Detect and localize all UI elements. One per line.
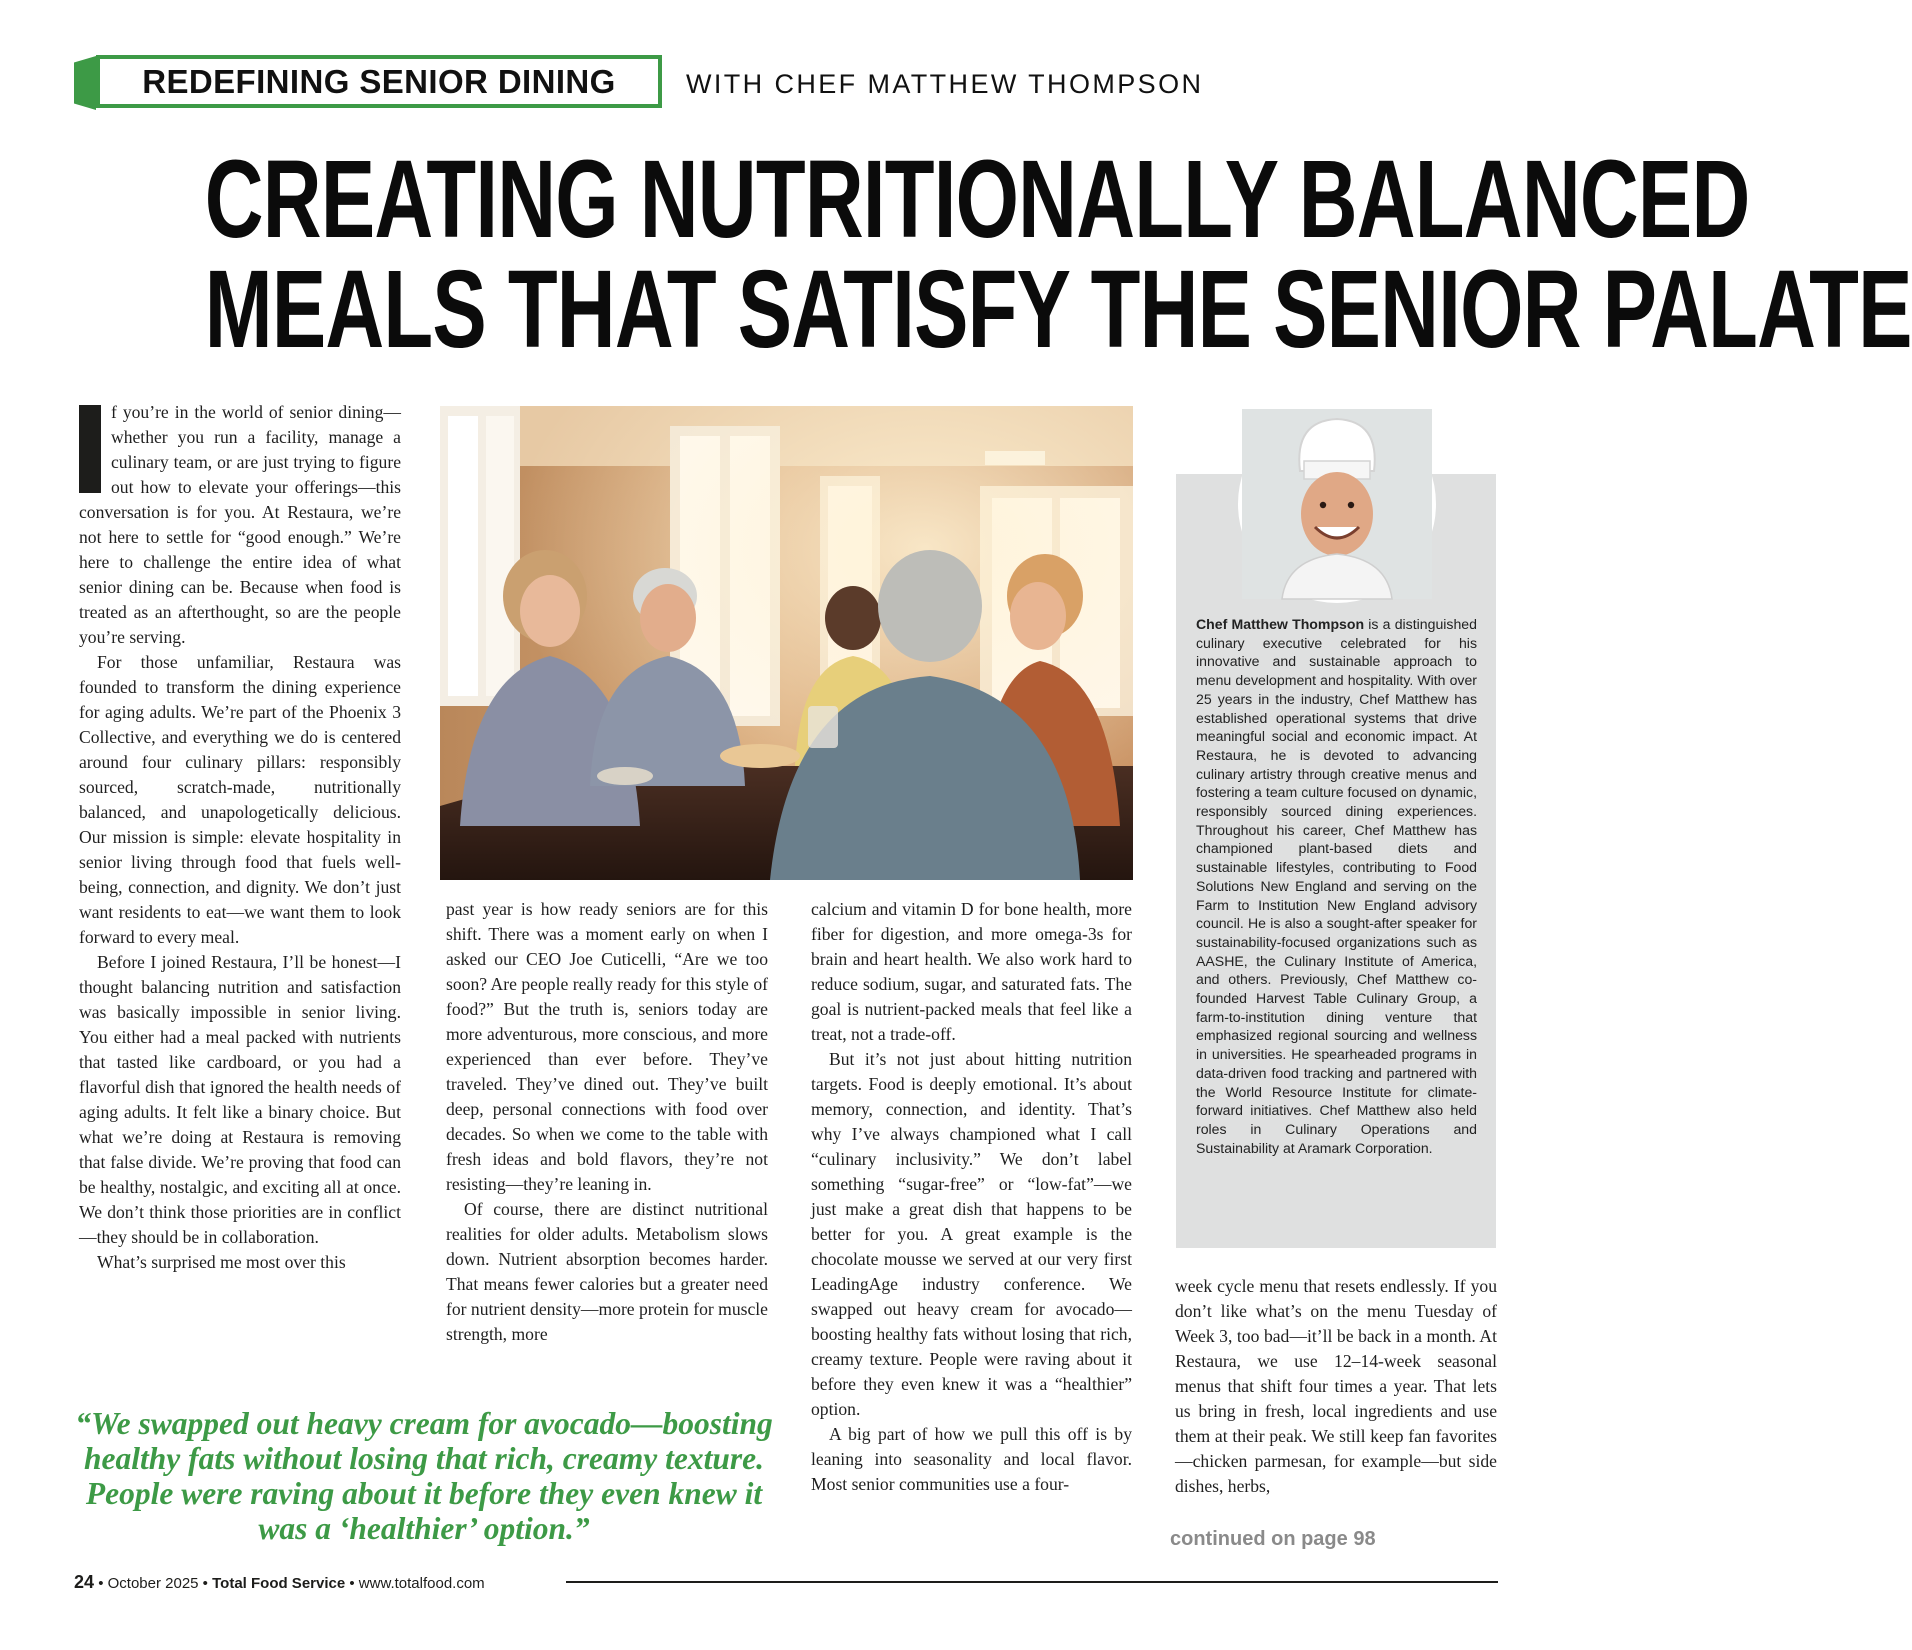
article-column-1 [79, 400, 401, 1376]
article-column-4 [1175, 1274, 1497, 1554]
footer-divider [566, 1581, 1498, 1583]
page-number: 24 [74, 1572, 95, 1592]
paragraph: Of course, there are distinct nutritional realities for older adults. Metabolism slows down. Nutrient absorption becomes harder. That means fewer calories but a greater need for nutrient density—more protein for muscle strength, more [446, 1199, 768, 1344]
drop-cap [79, 405, 101, 493]
paragraph: f you’re in the world of senior dining—whether you run a facility, manage a culinary team, or are just trying to figure out how to elevate your offerings—this conversation is for you. At Restaura, we’re not here to settle for “good enough.” We’re here to challenge the entire idea of what senior dining can be. Because when food is treated as an afterthought, so are the people you’re serving. [79, 402, 401, 647]
paragraph: calcium and vitamin D for bone health, more fiber for digestion, and more omega-3s for brain and heart health. We also work hard to reduce sodium, sugar, and saturated fats. The goal is nutrient-packed meals that feel like a treat, not a trade-off. [811, 899, 1132, 1044]
article-column-3 [811, 897, 1132, 1557]
paragraph: Before I joined Restaura, I’ll be honest—I thought balancing nutrition and satisfaction was basically impossible in senior living. You either had a meal packed with nutrients that tasted like cardboard, or you had a flavorful dish that ignored the health needs of aging adults. It felt like a binary choice. But what we’re doing at Restaura is removing that false divide. We’re proving that food can be healthy, nostalgic, and exciting all at once. We don’t think those priorities are in conflict—they should be in collaboration. [79, 952, 401, 1247]
footer-date: • October 2025 • [94, 1575, 213, 1592]
pull-quote: “We swapped out heavy cream for avocado—boosting healthy fats without losing that rich, creamy texture. People were raving about it before they even knew it was a ‘healthier’ option.” [75, 1406, 773, 1546]
section-label: REDEFINING SENIOR DINING [96, 55, 662, 108]
headline-line-2: MEALS THAT SATISFY THE SENIOR PALATE [204, 248, 1912, 371]
paragraph: week cycle menu that resets endlessly. If you don’t like what’s on the menu Tuesday of Week 3, too bad—it’ll be back in a month. At Restaura, we use 12–14-week seasonal menus that shift four times a year. That lets us bring in fresh, local ingredients and use them at their peak. We still keep fan favorites—chicken parmesan, for example—but side dishes, herbs, [1175, 1276, 1497, 1496]
headline-line-1: CREATING NUTRITIONALLY BALANCED [204, 138, 1750, 261]
section-tab-icon [74, 56, 96, 110]
dining-photo [440, 406, 1133, 880]
column-subtitle: WITH CHEF MATTHEW THOMPSON [686, 69, 1204, 99]
paragraph: A big part of how we pull this off is by leaning into seasonality and local flavor. Most senior communities use a four- [811, 1424, 1132, 1494]
footer-website: • www.totalfood.com [345, 1575, 485, 1592]
paragraph: But it’s not just about hitting nutrition targets. Food is deeply emotional. It’s about memory, connection, and identity. That’s why I’ve always championed what I call “culinary inclusivity.” We don’t label something “sugar-free” or “low-fat”—we just make a great dish that happens to be better for you. A great example is the chocolate mousse we served at our very first LeadingAge industry conference. We swapped out heavy cream for avocado—boosting healthy fats without losing that rich, creamy texture. People were raving about it before they even knew it was a “healthier” option. [811, 1049, 1132, 1419]
bio-body: is a distinguished culinary executive celebrated for his innovative and sustainable approach to menu development and hospitality. With over 25 years in the industry, Chef Matthew has established operational systems that drive meaningful social and economic impact. At Restaura, he is devoted to advancing culinary artistry through creative menus and fostering a team culture focused on dynamic, responsibly sourced dining experiences. Throughout his career, Chef Matthew has championed plant-based diets and sustainable lifestyles, contributing to Food Solutions New England and serving on the Farm to Institution New England advisory council. He is also a sought-after speaker for sustainability-focused organizations such as AASHE, the Culinary Institute of America, and others. Previously, Chef Matthew co-founded Harvest Table Culinary Group, a farm-to-institution dining venture that emphasized regional sourcing and wellness in universities. He spearheaded programs in data-driven food tracking and partnered with the World Resource Institute for climate-forward initiatives. Chef Matthew also held roles in Culinary Operations and Sustainability at Aramark Corporation. [1196, 616, 1477, 1156]
page-footer [74, 1570, 485, 1594]
paragraph: For those unfamiliar, Restaura was founded to transform the dining experience for aging adults. We’re part of the Phoenix 3 Collective, and everything we do is centered around four culinary pillars: responsibly sourced, scratch-made, nutritionally balanced, and unapologetically delicious. Our mission is simple: elevate hospitality in senior living through food that fuels well-being, connection, and dignity. We don’t just want residents to eat—we want them to look forward to every meal. [79, 652, 401, 947]
chef-name: Chef Matthew Thompson [1196, 616, 1365, 632]
publication-name: Total Food Service [212, 1575, 346, 1592]
chef-bio [1196, 615, 1477, 1157]
chef-portrait [1238, 405, 1436, 603]
paragraph: What’s surprised me most over this [97, 1252, 346, 1272]
article-column-2 [446, 897, 768, 1377]
continued-link[interactable]: continued on page 98 [1170, 1528, 1376, 1550]
paragraph: past year is how ready seniors are for this shift. There was a moment early on when I asked our CEO Joe Cuticelli, “Are we too soon? Are people really ready for this style of food?” But the truth is, seniors today are more adventurous, more conscious, and more experienced than ever before. They’ve traveled. They’ve dined out. They’ve built deep, personal connections with food over decades. So when we come to the table with fresh ideas and bold flavors, they’re not resisting—they’re leaning in. [446, 899, 768, 1194]
